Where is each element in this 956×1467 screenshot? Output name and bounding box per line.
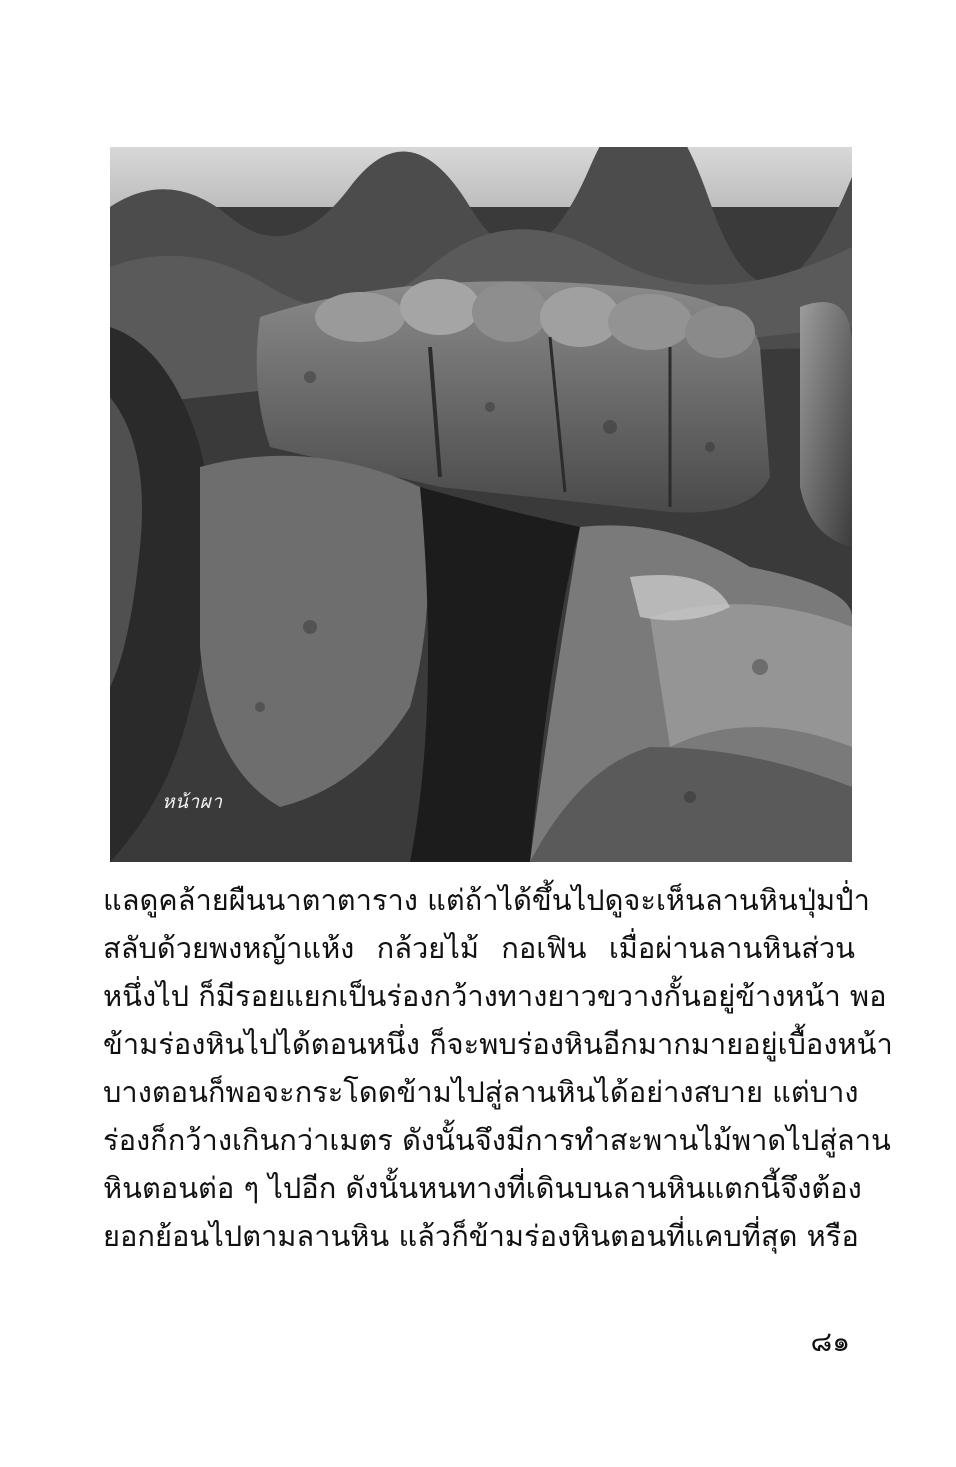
page-number: ๘๑	[810, 1325, 850, 1358]
text-line: หินตอนต่อ ๆ ไปอีก ดังนั้นหนทางที่เดินบนลานหินแตกนี้จึงต้อง	[103, 1171, 862, 1205]
text-line: แลดูคล้ายผืนนาตาตาราง แต่ถ้าได้ขึ้นไปดูจะเห็นลานหินปุ่มป่ำ	[103, 883, 870, 917]
body-text	[103, 876, 893, 1260]
text-line: ข้ามร่องหินไปได้ตอนหนึ่ง ก็จะพบร่องหินอีกมากมายอยู่เบื้องหน้า	[103, 1027, 893, 1061]
cliff-photo	[110, 147, 852, 862]
photo-caption: หน้าผา	[162, 791, 223, 813]
cliff-photo-illustration	[110, 147, 852, 862]
text-line: สลับด้วยพงหญ้าแห้ง กล้วยไม้ กอเฟิน เมื่อผ่านลานหินส่วน	[103, 931, 855, 965]
text-line: บางตอนก็พอจะกระโดดข้ามไปสู่ลานหินได้อย่างสบาย แต่บาง	[103, 1075, 859, 1109]
text-line: ร่องก็กว้างเกินกว่าเมตร ดังนั้นจึงมีการทำสะพานไม้พาดไปสู่ลาน	[103, 1123, 891, 1157]
text-line: ยอกย้อนไปตามลานหิน แล้วก็ข้ามร่องหินตอนที่แคบที่สุด หรือ	[103, 1219, 859, 1253]
text-line: หนึ่งไป ก็มีรอยแยกเป็นร่องกว้างทางยาวขวางกั้นอยู่ข้างหน้า พอ	[103, 979, 887, 1013]
